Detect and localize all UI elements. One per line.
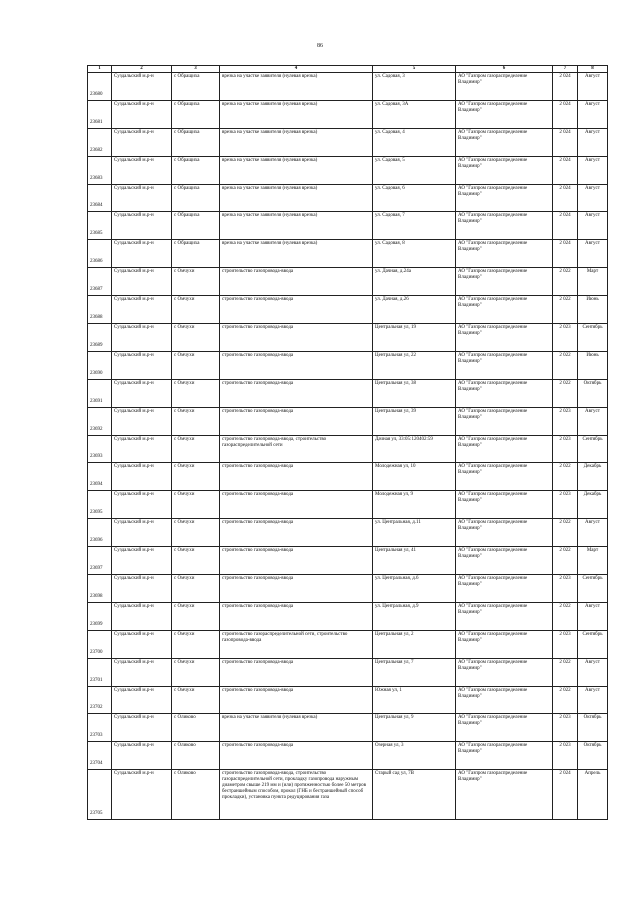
settlement-cell: с Обращиха (172, 73, 220, 101)
work-type-cell: врезка на участке заявителя (нулевая врезка) (220, 212, 373, 240)
settlement-cell: с Обращиха (172, 212, 220, 240)
work-type-cell: строительство газопровода-ввода (220, 324, 373, 352)
row-number: 23688 (88, 296, 112, 324)
organization-cell: АО "Газпром газораспределение Владимир" (456, 240, 553, 268)
district-cell: Суздальский м.р-н (112, 714, 172, 742)
gas-works-table (87, 65, 608, 820)
settlement-cell: с Омчухи (172, 296, 220, 324)
address-cell: Дачная ул, 33:05:120402:59 (373, 435, 456, 463)
month-cell: Август (578, 128, 608, 156)
address-cell: Центральная ул, 39 (373, 407, 456, 435)
work-type-cell: строительство газопровода-ввода (220, 658, 373, 686)
settlement-cell: с Омчухи (172, 658, 220, 686)
table-row (88, 184, 608, 212)
row-number: 23687 (88, 268, 112, 296)
year-cell: 2 022 (553, 658, 578, 686)
district-cell: Суздальский м.р-н (112, 770, 172, 820)
address-cell: Южная ул, 1 (373, 686, 456, 714)
year-cell: 2 022 (553, 463, 578, 491)
month-cell: Август (578, 73, 608, 101)
row-number: 23701 (88, 658, 112, 686)
address-cell: Молодежная ул, 10 (373, 463, 456, 491)
month-cell: Август (578, 407, 608, 435)
address-cell: ул. Садовая, 5 (373, 156, 456, 184)
district-cell: Суздальский м.р-н (112, 575, 172, 603)
settlement-cell: с Омчухи (172, 379, 220, 407)
settlement-cell: с Омчухи (172, 463, 220, 491)
month-cell: Март (578, 268, 608, 296)
district-cell: Суздальский м.р-н (112, 547, 172, 575)
work-type-cell: строительство газопровода-ввода (220, 519, 373, 547)
work-type-cell: врезка на участке заявителя (нулевая врезка) (220, 100, 373, 128)
month-cell: Август (578, 212, 608, 240)
table-row (88, 407, 608, 435)
table-row (88, 463, 608, 491)
year-cell: 2 022 (553, 602, 578, 630)
district-cell: Суздальский м.р-н (112, 491, 172, 519)
district-cell: Суздальский м.р-н (112, 268, 172, 296)
work-type-cell: строительство газораспределительной сети, строительство газопровода-ввода (220, 630, 373, 658)
organization-cell: АО "Газпром газораспределение Владимир" (456, 686, 553, 714)
row-number: 23683 (88, 156, 112, 184)
table-row (88, 686, 608, 714)
row-number: 23705 (88, 770, 112, 820)
settlement-cell: с Омчухи (172, 268, 220, 296)
table-row (88, 714, 608, 742)
table-row (88, 212, 608, 240)
organization-cell: АО "Газпром газораспределение Владимир" (456, 351, 553, 379)
row-number: 23680 (88, 73, 112, 101)
row-number: 23693 (88, 435, 112, 463)
work-type-cell: строительство газопровода-ввода (220, 686, 373, 714)
table-row (88, 770, 608, 820)
table-row (88, 379, 608, 407)
district-cell: Суздальский м.р-н (112, 324, 172, 352)
month-cell: Апрель (578, 770, 608, 820)
row-number: 23702 (88, 686, 112, 714)
work-type-cell: строительство газопровода-ввода (220, 575, 373, 603)
district-cell: Суздальский м.р-н (112, 351, 172, 379)
organization-cell: АО "Газпром газораспределение Владимир" (456, 156, 553, 184)
month-cell: Октябрь (578, 379, 608, 407)
table-row (88, 268, 608, 296)
year-cell: 2 023 (553, 630, 578, 658)
organization-cell: АО "Газпром газораспределение Владимир" (456, 575, 553, 603)
year-cell: 2 022 (553, 686, 578, 714)
district-cell: Суздальский м.р-н (112, 435, 172, 463)
organization-cell: АО "Газпром газораспределение Владимир" (456, 212, 553, 240)
work-type-cell: строительство газопровода-ввода (220, 742, 373, 770)
address-cell: Молодежная ул, 9 (373, 491, 456, 519)
row-number: 23685 (88, 212, 112, 240)
address-cell: ул. Центральная, д.11 (373, 519, 456, 547)
table-row (88, 491, 608, 519)
row-number: 23698 (88, 575, 112, 603)
column-header-3: 3 (172, 66, 220, 73)
settlement-cell: с Оликово (172, 742, 220, 770)
year-cell: 2 024 (553, 240, 578, 268)
district-cell: Суздальский м.р-н (112, 379, 172, 407)
address-cell: Центральная ул, 2 (373, 630, 456, 658)
month-cell: Декабрь (578, 463, 608, 491)
row-number: 23684 (88, 184, 112, 212)
district-cell: Суздальский м.р-н (112, 240, 172, 268)
column-header-1: 1 (88, 66, 112, 73)
row-number: 23696 (88, 519, 112, 547)
row-number: 23695 (88, 491, 112, 519)
address-cell: Центральная ул, 7 (373, 658, 456, 686)
table-row (88, 73, 608, 101)
year-cell: 2 024 (553, 770, 578, 820)
address-cell: Центральная ул, 9 (373, 714, 456, 742)
district-cell: Суздальский м.р-н (112, 73, 172, 101)
table-row (88, 658, 608, 686)
district-cell: Суздальский м.р-н (112, 184, 172, 212)
work-type-cell: строительство газопровода-ввода (220, 351, 373, 379)
district-cell: Суздальский м.р-н (112, 602, 172, 630)
year-cell: 2 023 (553, 491, 578, 519)
work-type-cell: строительство газопровода-ввода (220, 547, 373, 575)
district-cell: Суздальский м.р-н (112, 212, 172, 240)
work-type-cell: строительство газопровода-ввода, строительство газораспределительной сети (220, 435, 373, 463)
organization-cell: АО "Газпром газораспределение Владимир" (456, 100, 553, 128)
table-row (88, 435, 608, 463)
year-cell: 2 023 (553, 407, 578, 435)
work-type-cell: строительство газопровода-ввода (220, 463, 373, 491)
table-body (88, 73, 608, 820)
column-header-2: 2 (112, 66, 172, 73)
table-row (88, 324, 608, 352)
year-cell: 2 024 (553, 128, 578, 156)
address-cell: Центральная ул, 19 (373, 324, 456, 352)
settlement-cell: с Оликово (172, 770, 220, 820)
address-cell: Центральная ул, 22 (373, 351, 456, 379)
column-header-6: 6 (456, 66, 553, 73)
month-cell: Сентябрь (578, 435, 608, 463)
row-number: 23692 (88, 407, 112, 435)
work-type-cell: врезка на участке заявителя (нулевая врезка) (220, 240, 373, 268)
settlement-cell: с Омчухи (172, 630, 220, 658)
settlement-cell: с Обращиха (172, 156, 220, 184)
row-number: 23691 (88, 379, 112, 407)
work-type-cell: строительство газопровода-ввода, строительство газораспределительной сети, прокладку газопровода наружным диаметром свыше 219 мм и (или) протяженностью более 50 метров бестраншейным способом, прокол (ГНБ и бестраншейный способ прокладки), установка пункта редуцирования газа (220, 770, 373, 820)
month-cell: Сентябрь (578, 324, 608, 352)
column-header-7: 7 (553, 66, 578, 73)
page-number: 86 (317, 43, 323, 49)
year-cell: 2 024 (553, 212, 578, 240)
address-cell: ул. Центральная, д.9 (373, 602, 456, 630)
settlement-cell: с Омчухи (172, 324, 220, 352)
address-cell: ул. Садовая, 8 (373, 240, 456, 268)
address-cell: ул. Дачная, д.26 (373, 296, 456, 324)
work-type-cell: строительство газопровода-ввода (220, 491, 373, 519)
settlement-cell: с Омчухи (172, 686, 220, 714)
row-number: 23700 (88, 630, 112, 658)
address-cell: ул. Дачная, д.24а (373, 268, 456, 296)
column-header-5: 5 (373, 66, 456, 73)
row-number: 23699 (88, 602, 112, 630)
address-cell: Центральная ул, 41 (373, 547, 456, 575)
work-type-cell: строительство газопровода-ввода (220, 296, 373, 324)
row-number: 23704 (88, 742, 112, 770)
table-row (88, 100, 608, 128)
organization-cell: АО "Газпром газораспределение Владимир" (456, 407, 553, 435)
work-type-cell: строительство газопровода-ввода (220, 379, 373, 407)
work-type-cell: строительство газопровода-ввода (220, 268, 373, 296)
settlement-cell: с Обращиха (172, 184, 220, 212)
year-cell: 2 023 (553, 742, 578, 770)
organization-cell: АО "Газпром газораспределение Владимир" (456, 602, 553, 630)
year-cell: 2 023 (553, 435, 578, 463)
row-number: 23690 (88, 351, 112, 379)
address-cell: ул. Садовая, 6 (373, 184, 456, 212)
year-cell: 2 022 (553, 519, 578, 547)
organization-cell: АО "Газпром газораспределение Владимир" (456, 658, 553, 686)
month-cell: Август (578, 519, 608, 547)
district-cell: Суздальский м.р-н (112, 128, 172, 156)
address-cell: Старый сад ул, 7В (373, 770, 456, 820)
row-number: 23689 (88, 324, 112, 352)
district-cell: Суздальский м.р-н (112, 463, 172, 491)
organization-cell: АО "Газпром газораспределение Владимир" (456, 742, 553, 770)
column-header-4: 4 (220, 66, 373, 73)
table-row (88, 296, 608, 324)
year-cell: 2 024 (553, 184, 578, 212)
month-cell: Август (578, 240, 608, 268)
table-row (88, 742, 608, 770)
year-cell: 2 024 (553, 73, 578, 101)
address-cell: ул. Садовая, 7 (373, 212, 456, 240)
district-cell: Суздальский м.р-н (112, 630, 172, 658)
organization-cell: АО "Газпром газораспределение Владимир" (456, 268, 553, 296)
table-row (88, 240, 608, 268)
address-cell: ул. Садовая, 3А (373, 100, 456, 128)
organization-cell: АО "Газпром газораспределение Владимир" (456, 770, 553, 820)
month-cell: Сентябрь (578, 630, 608, 658)
work-type-cell: врезка на участке заявителя (нулевая врезка) (220, 714, 373, 742)
settlement-cell: с Омчухи (172, 575, 220, 603)
organization-cell: АО "Газпром газораспределение Владимир" (456, 435, 553, 463)
settlement-cell: с Омчухи (172, 547, 220, 575)
month-cell: Август (578, 184, 608, 212)
year-cell: 2 022 (553, 296, 578, 324)
settlement-cell: с Омчухи (172, 491, 220, 519)
year-cell: 2 024 (553, 156, 578, 184)
month-cell: Март (578, 547, 608, 575)
organization-cell: АО "Газпром газораспределение Владимир" (456, 714, 553, 742)
month-cell: Август (578, 602, 608, 630)
work-type-cell: строительство газопровода-ввода (220, 407, 373, 435)
organization-cell: АО "Газпром газораспределение Владимир" (456, 463, 553, 491)
district-cell: Суздальский м.р-н (112, 156, 172, 184)
table-row (88, 128, 608, 156)
address-cell: Озерная ул, 3 (373, 742, 456, 770)
row-number: 23686 (88, 240, 112, 268)
row-number: 23694 (88, 463, 112, 491)
table-row (88, 156, 608, 184)
year-cell: 2 023 (553, 714, 578, 742)
month-cell: Август (578, 156, 608, 184)
settlement-cell: с Оликово (172, 714, 220, 742)
table-row (88, 575, 608, 603)
column-header-8: 8 (578, 66, 608, 73)
settlement-cell: с Омчухи (172, 602, 220, 630)
settlement-cell: с Омчухи (172, 351, 220, 379)
year-cell: 2 024 (553, 100, 578, 128)
month-cell: Декабрь (578, 491, 608, 519)
work-type-cell: врезка на участке заявителя (нулевая врезка) (220, 128, 373, 156)
work-type-cell: врезка на участке заявителя (нулевая врезка) (220, 73, 373, 101)
work-type-cell: строительство газопровода-ввода (220, 602, 373, 630)
month-cell: Июнь (578, 351, 608, 379)
settlement-cell: с Омчухи (172, 407, 220, 435)
organization-cell: АО "Газпром газораспределение Владимир" (456, 184, 553, 212)
settlement-cell: с Обращиха (172, 128, 220, 156)
table-row (88, 519, 608, 547)
month-cell: Октябрь (578, 742, 608, 770)
month-cell: Август (578, 658, 608, 686)
month-cell: Июнь (578, 296, 608, 324)
year-cell: 2 022 (553, 351, 578, 379)
address-cell: ул. Садовая, 3 (373, 73, 456, 101)
header-row (88, 66, 608, 73)
organization-cell: АО "Газпром газораспределение Владимир" (456, 73, 553, 101)
district-cell: Суздальский м.р-н (112, 519, 172, 547)
organization-cell: АО "Газпром газораспределение Владимир" (456, 296, 553, 324)
organization-cell: АО "Газпром газораспределение Владимир" (456, 547, 553, 575)
table-row (88, 547, 608, 575)
organization-cell: АО "Газпром газораспределение Владимир" (456, 630, 553, 658)
month-cell: Октябрь (578, 714, 608, 742)
district-cell: Суздальский м.р-н (112, 658, 172, 686)
organization-cell: АО "Газпром газораспределение Владимир" (456, 128, 553, 156)
district-cell: Суздальский м.р-н (112, 407, 172, 435)
year-cell: 2 022 (553, 547, 578, 575)
table-row (88, 351, 608, 379)
settlement-cell: с Омчухи (172, 435, 220, 463)
district-cell: Суздальский м.р-н (112, 100, 172, 128)
table-row (88, 630, 608, 658)
settlement-cell: с Обращиха (172, 240, 220, 268)
row-number: 23703 (88, 714, 112, 742)
month-cell: Сентябрь (578, 575, 608, 603)
year-cell: 2 022 (553, 268, 578, 296)
organization-cell: АО "Газпром газораспределение Владимир" (456, 519, 553, 547)
organization-cell: АО "Газпром газораспределение Владимир" (456, 491, 553, 519)
row-number: 23697 (88, 547, 112, 575)
year-cell: 2 023 (553, 324, 578, 352)
district-cell: Суздальский м.р-н (112, 742, 172, 770)
settlement-cell: с Омчухи (172, 519, 220, 547)
district-cell: Суздальский м.р-н (112, 296, 172, 324)
row-number: 23682 (88, 128, 112, 156)
year-cell: 2 022 (553, 379, 578, 407)
work-type-cell: врезка на участке заявителя (нулевая врезка) (220, 156, 373, 184)
table-row (88, 602, 608, 630)
address-cell: ул. Садовая, 4 (373, 128, 456, 156)
organization-cell: АО "Газпром газораспределение Владимир" (456, 379, 553, 407)
work-type-cell: врезка на участке заявителя (нулевая врезка) (220, 184, 373, 212)
year-cell: 2 023 (553, 575, 578, 603)
month-cell: Август (578, 686, 608, 714)
district-cell: Суздальский м.р-н (112, 686, 172, 714)
month-cell: Август (578, 100, 608, 128)
address-cell: ул. Центральная, д.6 (373, 575, 456, 603)
address-cell: Центральная ул, 38 (373, 379, 456, 407)
row-number: 23681 (88, 100, 112, 128)
organization-cell: АО "Газпром газораспределение Владимир" (456, 324, 553, 352)
settlement-cell: с Обращиха (172, 100, 220, 128)
